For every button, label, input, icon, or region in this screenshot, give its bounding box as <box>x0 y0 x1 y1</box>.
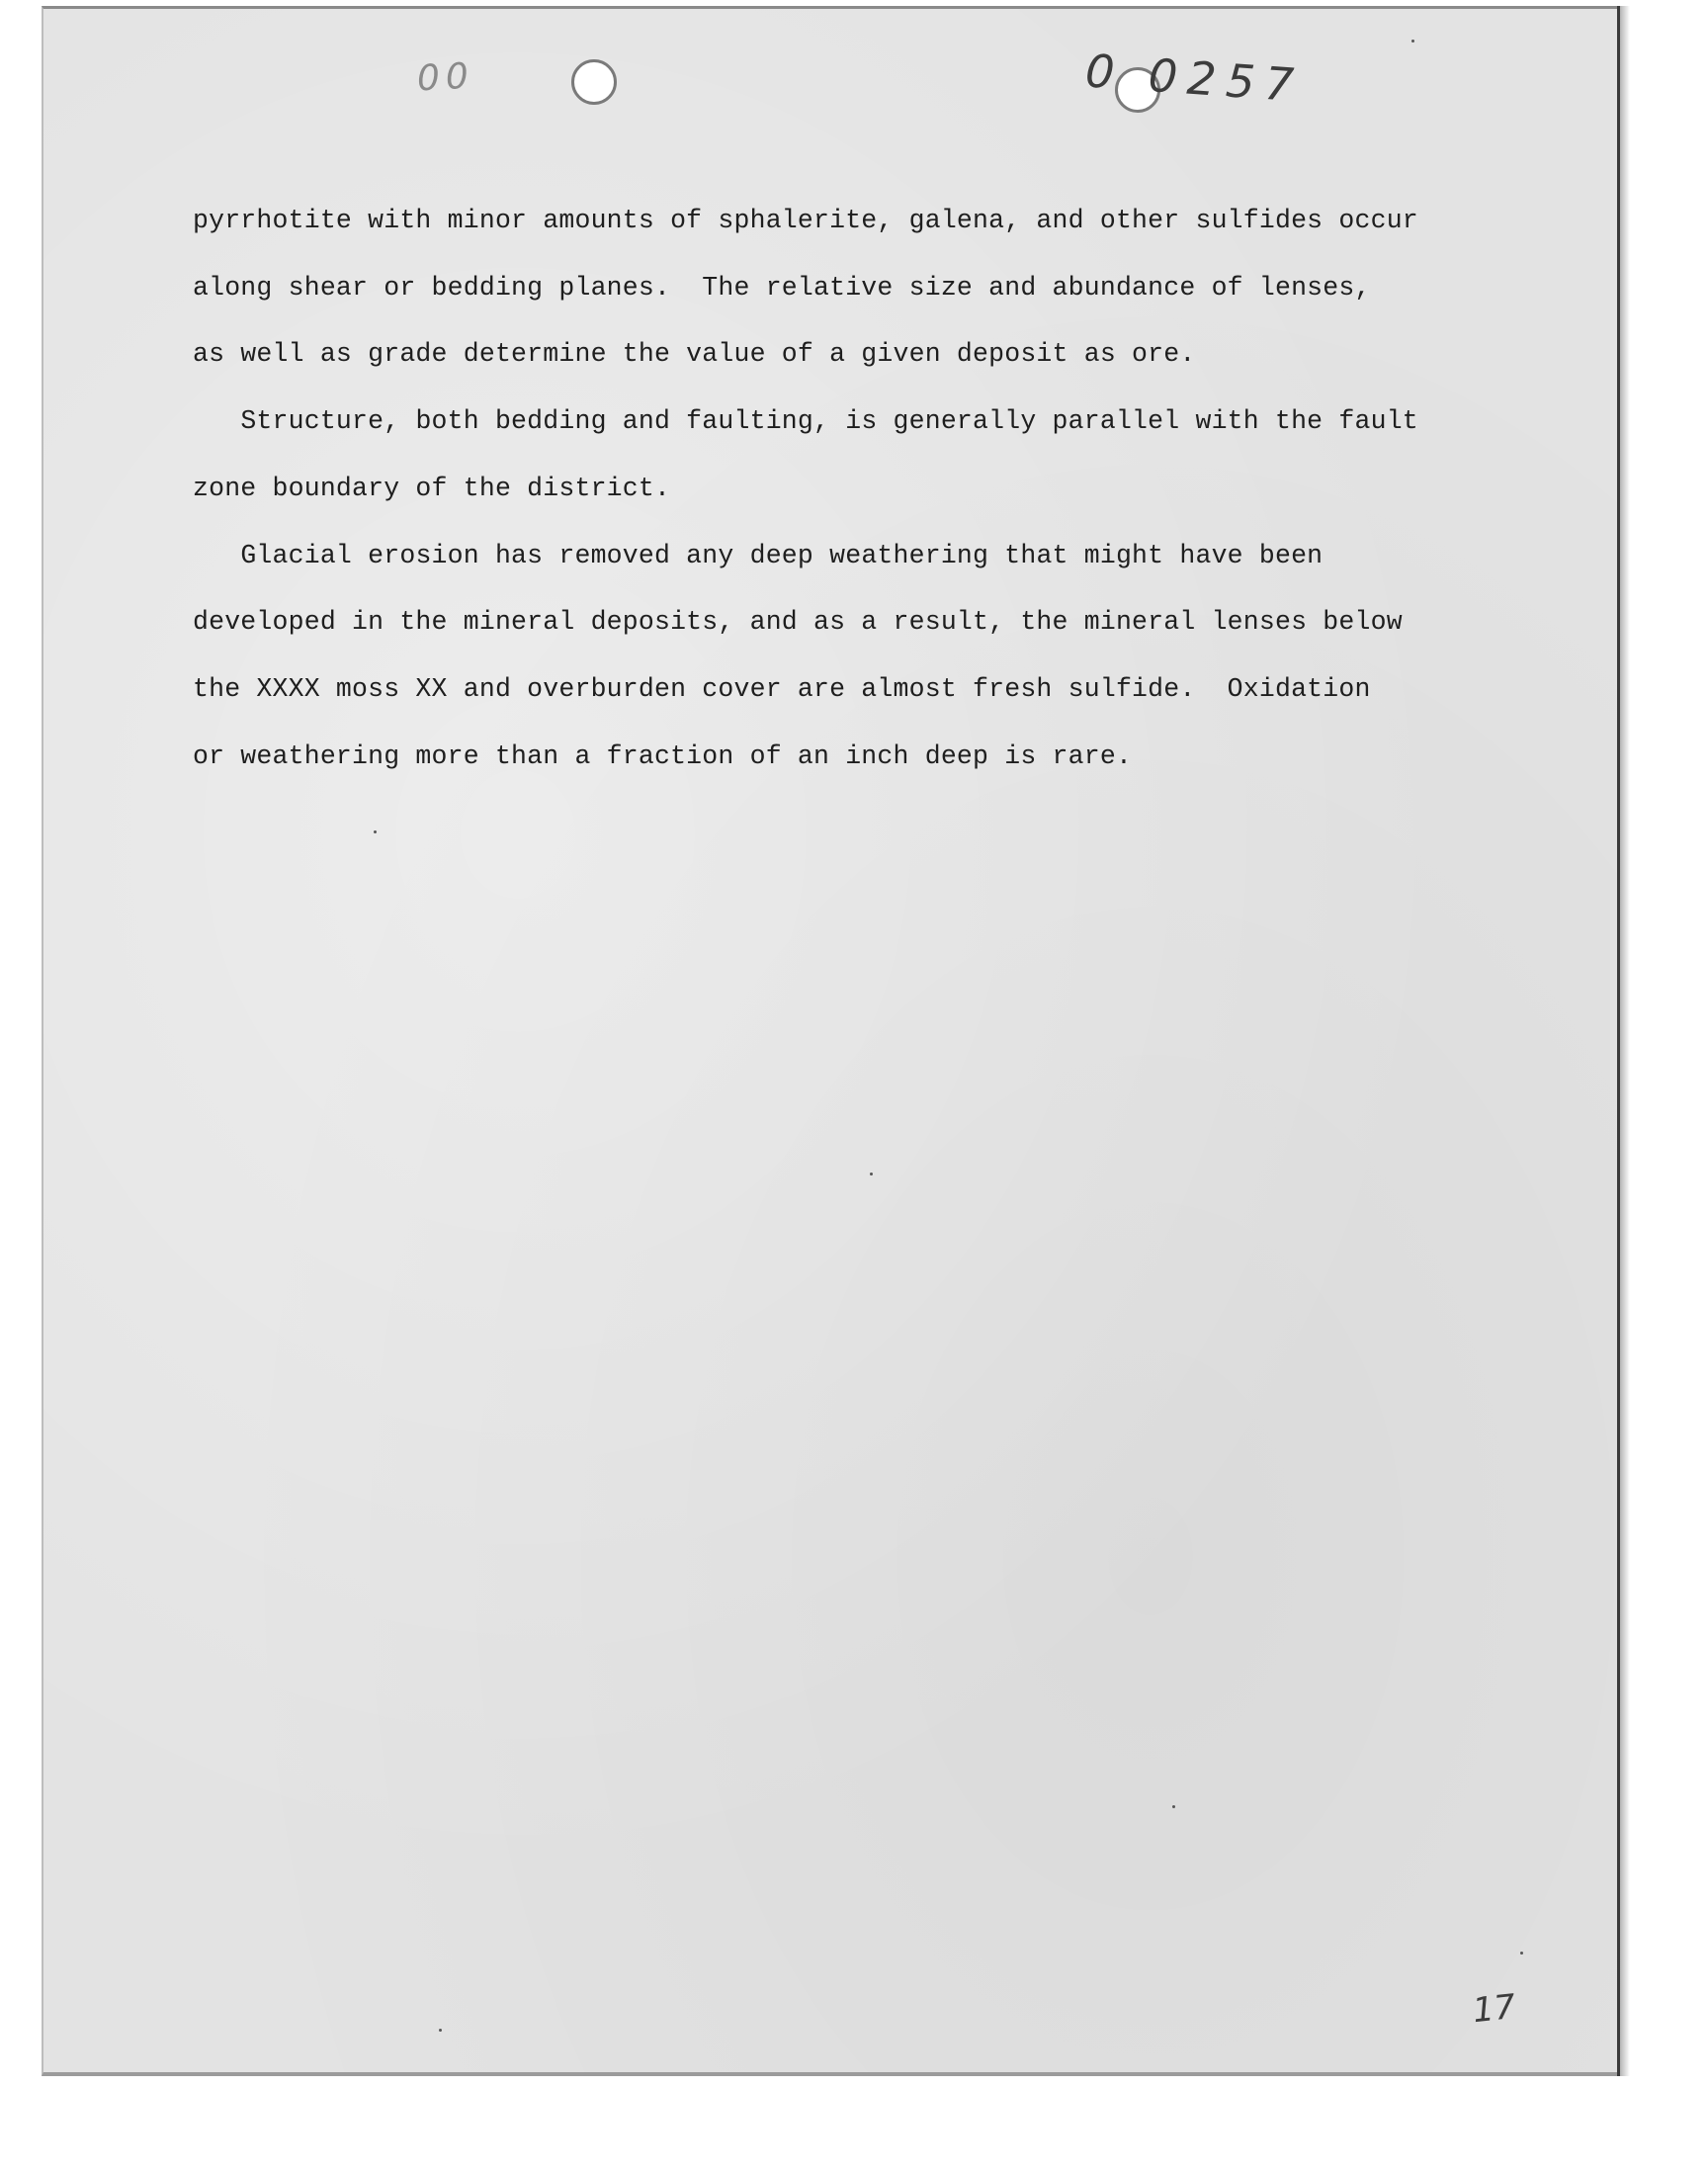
paragraph-3 <box>193 523 1547 791</box>
text-line: Structure, both bedding and faulting, is generally parallel with the fault <box>240 406 1418 437</box>
scan-speck <box>439 2029 442 2032</box>
text-line: as well as grade determine the value of a given deposit as ore. <box>193 339 1196 370</box>
text-line: along shear or bedding planes. The relative size and abundance of lenses, <box>193 272 1371 303</box>
text-line: the XXXX moss XX and overburden cover are almost fresh sulfide. Oxidation <box>193 673 1371 704</box>
scan-speck <box>1520 1952 1523 1955</box>
text-line: pyrrhotite with minor amounts of sphalerite, galena, and other sulfides occur <box>193 206 1418 235</box>
text-indent <box>193 541 240 570</box>
text-line: developed in the mineral deposits, and as a result, the mineral lenses below <box>193 607 1403 638</box>
text-line: Glacial erosion has removed any deep weathering that might have been <box>240 540 1324 570</box>
scan-speck <box>1411 40 1414 43</box>
page-number: 17 <box>1471 1986 1518 2032</box>
page-edge-shadow <box>1620 6 1630 2082</box>
scan-speck <box>374 830 377 833</box>
paragraph-1 <box>193 188 1547 389</box>
text-line: zone boundary of the district. <box>193 473 671 503</box>
text-line: or weathering more than a fraction of an inch deep is rare. <box>193 740 1133 771</box>
document-stamp-right: 0 0257 <box>1083 44 1306 113</box>
text-line <box>193 406 240 436</box>
paragraph-2 <box>193 389 1547 522</box>
scan-speck <box>870 1173 873 1175</box>
document-stamp-left: 00 <box>415 55 475 100</box>
punch-hole-left <box>571 59 617 105</box>
scan-speck <box>1172 1805 1175 1808</box>
document-body <box>193 188 1547 790</box>
page-right-edge <box>1617 6 1620 2082</box>
scan-margin <box>0 2076 1708 2175</box>
